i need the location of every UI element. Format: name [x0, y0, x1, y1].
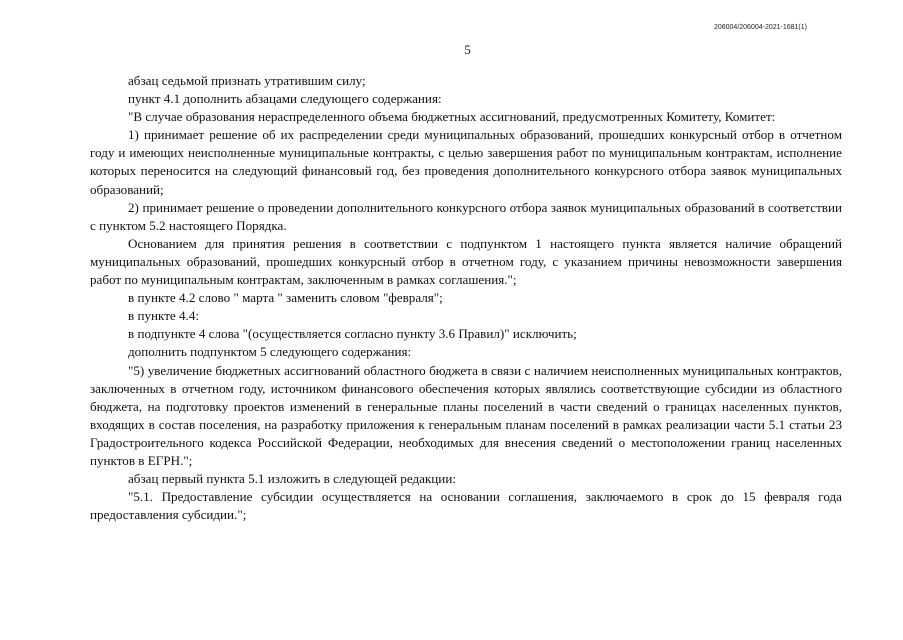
paragraph-amend-4-1: пункт 4.1 дополнить абзацами следующего содержания:	[128, 91, 442, 107]
paragraph-grounds: Основанием для принятия решения в соответствии с подпунктом 1 настоящего пункта является наличие обращений муниципальных образований, прошедших конкурсный отбор в отчетном году, с указанием причины невозможности завершения работ по муниципальным контрактам, заключенным в рамках соглашения.";	[90, 235, 842, 288]
paragraph-item-1: 1) принимает решение об их распределении среди муниципальных образований, прошедших конкурсный отбор в отчетном году и имеющих неисполненные муниципальные контракты, с целью завершения работ по муниципальным контрактам, исполнение которых переносится на следующий финансовый год, без проведения дополнительного конкурсного отбора заявок муниципальных образований;	[90, 127, 842, 197]
paragraph-repeal-seventh: абзац седьмой признать утратившим силу;	[128, 73, 366, 88]
document-body	[90, 72, 842, 524]
paragraph-subitem-4: в подпункте 4 слова "(осуществляется согласно пункту 3.6 Правил)" исключить;	[128, 326, 577, 342]
paragraph-add-subitem-5: дополнить подпунктом 5 следующего содержания:	[128, 344, 412, 360]
paragraph-amend-4-4: в пункте 4.4:	[128, 308, 200, 324]
paragraph-unallocated-budget: "В случае образования нераспределенного объема бюджетных ассигнований, предусмотренных Комитету, Комитет:	[128, 109, 776, 125]
page-number: 5	[464, 42, 471, 57]
paragraph-subitem-5-text: "5) увеличение бюджетных ассигнований областного бюджета в связи с наличием неисполненных муниципальных контрактов, заключенных в отчетном году, источником финансового обеспечения которых являлись соответствующие субсидии из областного бюджета, на подготовку проектов изменений в генеральные планы поселений в части сведений о границах населенных пунктов, входящих в состав поселения, на разработку приложения к генеральным планам поселений в рамках реализации части 5.1 статьи 23 Градостроительного кодекса Российской Федерации, необходимых для внесения сведений о местоположении границ населенных пунктов в ЕГРН.";	[90, 362, 842, 468]
paragraph-5-1-text: "5.1. Предоставление субсидии осуществляется на основании соглашения, заключаемого в срок до 15 февраля года предоставления субсидии.";	[90, 489, 842, 523]
paragraph-item-2: 2) принимает решение о проведении дополнительного конкурсного отбора заявок муниципальных образований в соответствии с пунктом 5.2 настоящего Порядка.	[90, 199, 842, 233]
document-id: 206004/206004-2021-1681(1)	[713, 24, 807, 31]
paragraph-amend-5-1: абзац первый пункта 5.1 изложить в следующей редакции:	[128, 471, 456, 487]
paragraph-amend-4-2: в пункте 4.2 слово " марта " заменить словом "февраля";	[128, 290, 443, 306]
